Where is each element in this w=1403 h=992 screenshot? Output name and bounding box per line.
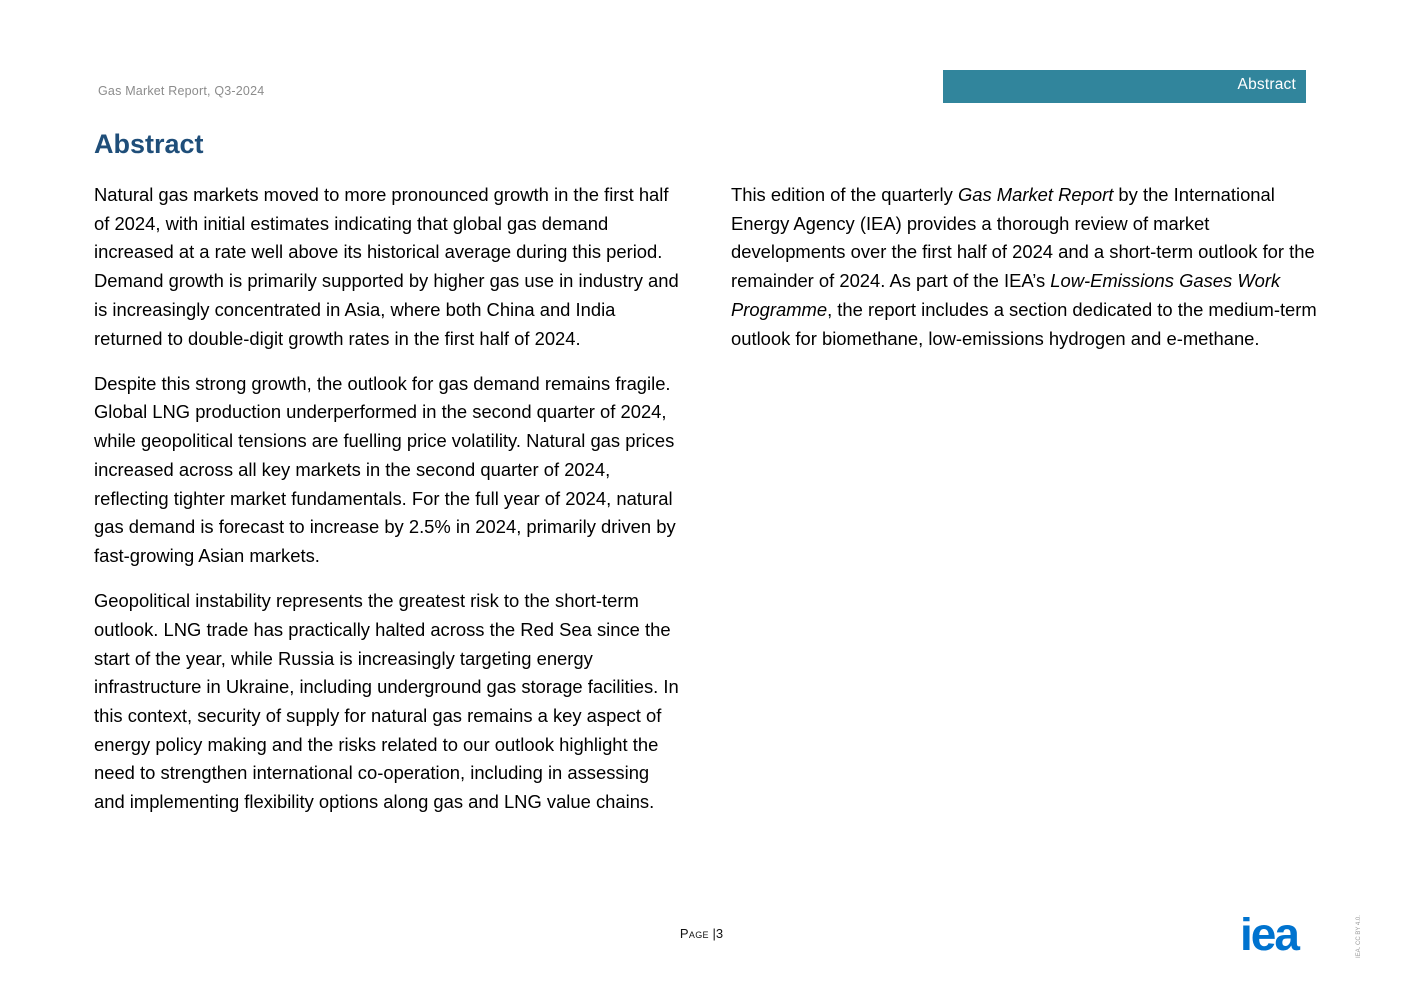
- page-number: [0, 926, 1403, 941]
- iea-logo: [1230, 917, 1308, 951]
- license-note: [1356, 910, 1366, 960]
- text-segment: by the International Energy Agency (IEA) provides a thorough review of market developments over the first half of 2024 and a short-term outlook for the remainder of 2024. As part of the IEA’s: [731, 184, 1315, 292]
- report-title-italic: Gas Market Report: [957, 184, 1114, 205]
- iea-logo-text: iea: [1240, 917, 1298, 951]
- left-column: [94, 181, 684, 833]
- page-label: Page: [679, 926, 709, 941]
- right-column: [731, 181, 1321, 370]
- section-tab-label: Abstract: [1237, 76, 1296, 93]
- text-segment: , the report includes a section dedicated to the medium-term outlook for biomethane, low-emissions hydrogen and e-methane.: [731, 298, 1317, 349]
- paragraph-demand-growth: Natural gas markets moved to more pronounced growth in the first half of 2024, with initial estimates indicating that global gas demand increased at a rate well above its historical average during this period. Demand growth is primarily supported by higher gas use in industry and is increasingly concentrated in Asia, where both China and India returned to double-digit growth rates in the first half of 2024.: [94, 184, 679, 349]
- section-tab: [943, 70, 1306, 103]
- programme-title-italic: Low-Emissions Gases Work Programme: [731, 270, 1281, 320]
- page-separator: |: [712, 926, 716, 941]
- license-text: IEA. CC BY 4.0.: [1356, 915, 1362, 958]
- paragraph-outlook: Despite this strong growth, the outlook for gas demand remains fragile. Global LNG production underperformed in the second quarter of 2024, while geopolitical tensions are fuelling price volatility. Natural gas prices increased across all key markets in the second quarter of 2024, reflecting tighter market fundamentals. For the full year of 2024, natural gas demand is forecast to increase by 2.5% in 2024, primarily driven by fast-growing Asian markets.: [94, 372, 676, 566]
- page-number-value: 3: [715, 926, 724, 941]
- paragraph-risks: Geopolitical instability represents the greatest risk to the short-term outlook. LNG trade has practically halted across the Red Sea since the start of the year, while Russia is increasingly targeting energy infrastructure in Ukraine, including underground gas storage facilities. In this context, security of supply for natural gas remains a key aspect of energy policy making and the risks related to our outlook highlight the need to strengthen international co-operation, including in assessing and implementing flexibility options along gas and LNG value chains.: [94, 590, 679, 813]
- report-name: Gas Market Report, Q3-2024: [98, 84, 265, 98]
- text-segment: This edition of the quarterly: [731, 184, 958, 205]
- page-title: Abstract: [94, 129, 204, 159]
- paragraph-report-edition: [731, 181, 1321, 353]
